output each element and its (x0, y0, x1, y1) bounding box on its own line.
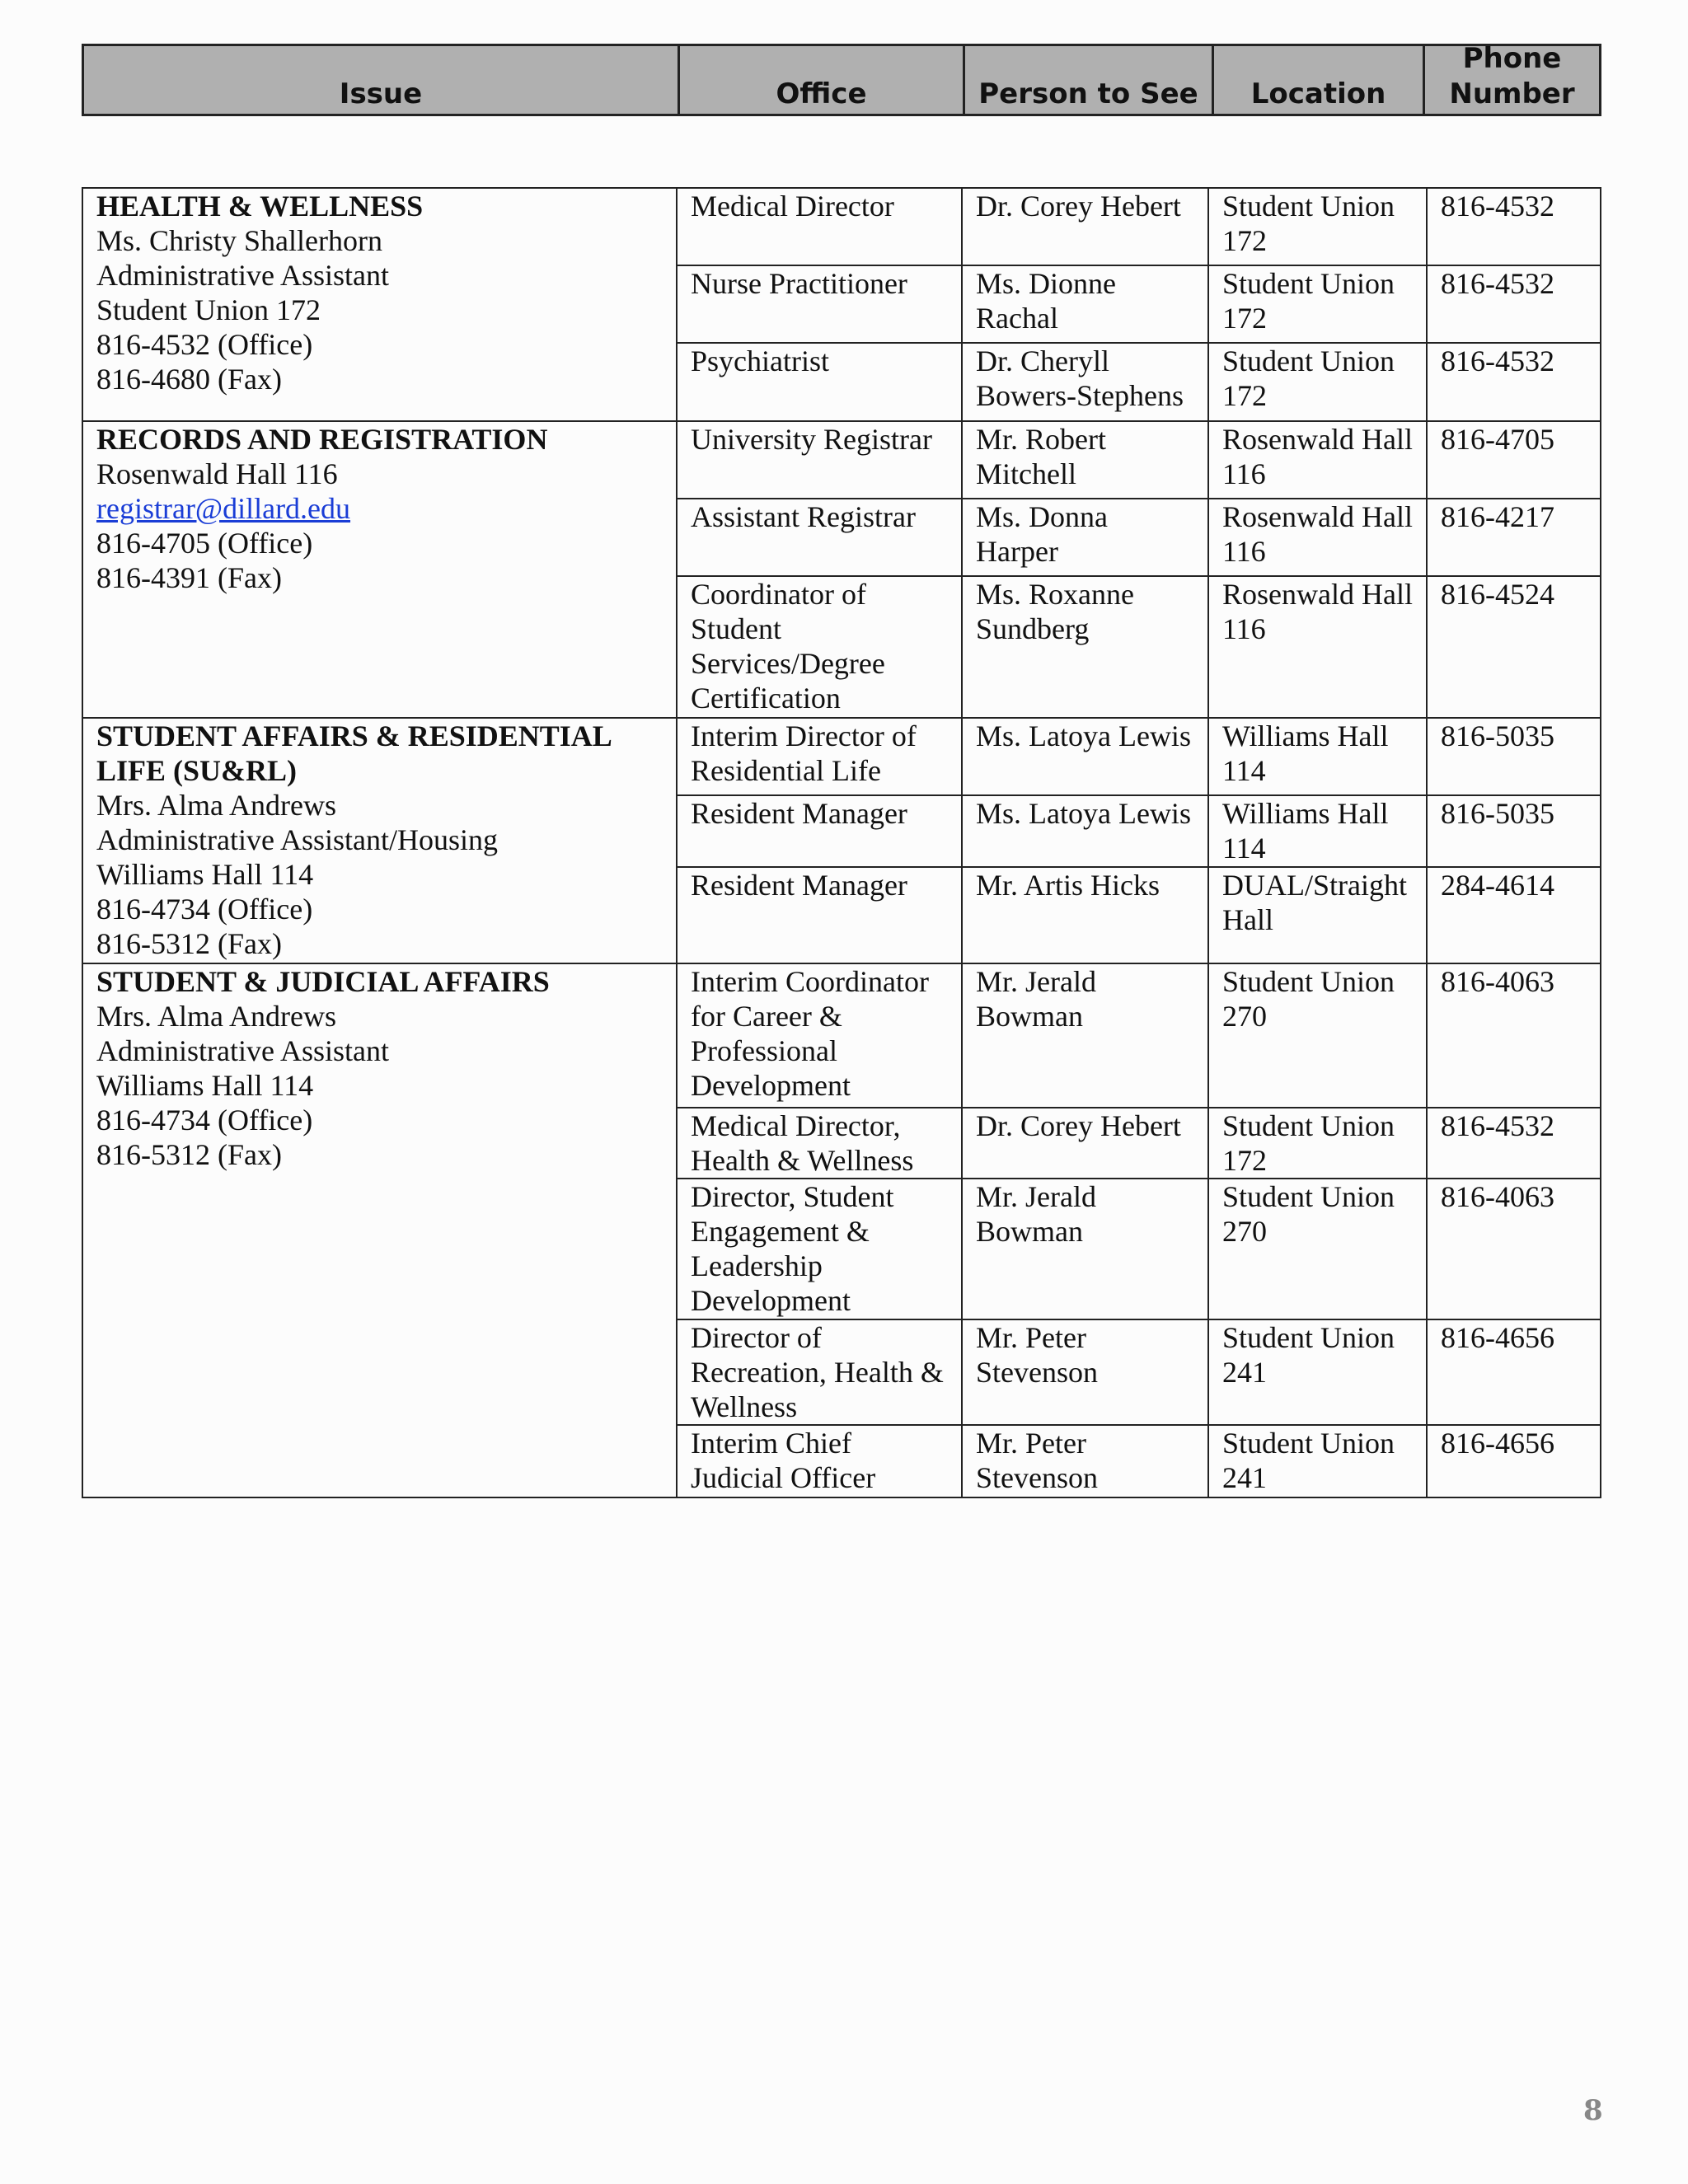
issue-line: 816-4734 (Office) (96, 893, 313, 926)
location-cell: Student Union 172 (1209, 344, 1428, 420)
office-cell: Nurse Practitioner (678, 266, 963, 342)
issue-line: Williams Hall 114 (96, 1069, 314, 1102)
section-title: STUDENT & JUDICIAL AFFAIRS (96, 965, 550, 998)
issue-line: Ms. Christy Shallerhorn (96, 224, 382, 257)
office-cell: Interim Chief Judicial Officer (678, 1426, 963, 1497)
location-cell: Rosenwald Hall 116 (1209, 422, 1428, 498)
issue-line: Administrative Assistant (96, 259, 389, 292)
section-title: STUDENT AFFAIRS & RESIDENTIAL LIFE (SU&RL) (96, 719, 611, 787)
location-cell: Student Union 270 (1209, 964, 1428, 1107)
issue-cell (83, 719, 678, 963)
issue-line: Rosenwald Hall 116 (96, 457, 338, 490)
table-row (678, 868, 1600, 963)
location-cell: Student Union 241 (1209, 1320, 1428, 1424)
person-cell: Mr. Peter Stevenson (963, 1320, 1209, 1424)
table-row (678, 499, 1600, 577)
header-phone-line1: Phone (1462, 42, 1562, 75)
section-records-registration (83, 422, 1600, 719)
office-cell: Director of Recreation, Health & Wellness (678, 1320, 963, 1424)
issue-cell (83, 422, 678, 717)
header-location: Location (1214, 46, 1425, 114)
section-title: RECORDS AND REGISTRATION (96, 423, 548, 456)
person-cell: Dr. Corey Hebert (963, 1108, 1209, 1178)
phone-cell: 816-4656 (1441, 1427, 1554, 1460)
phone-cell: 816-5035 (1441, 797, 1554, 830)
person-cell: Mr. Artis Hicks (963, 868, 1209, 963)
issue-line: 816-4705 (Office) (96, 527, 313, 560)
office-cell: Director, Student Engagement & Leadership Development (678, 1179, 963, 1319)
office-cell: Interim Director of Residential Life (678, 719, 963, 794)
location-cell: Williams Hall 114 (1209, 796, 1428, 866)
issue-line: Williams Hall 114 (96, 858, 314, 891)
phone-cell: 816-4063 (1441, 965, 1554, 998)
issue-line: Administrative Assistant/Housing (96, 823, 499, 856)
directory-table (82, 187, 1601, 1498)
location-cell: Rosenwald Hall 116 (1209, 577, 1428, 717)
table-row (678, 719, 1600, 796)
office-cell: Psychiatrist (678, 344, 963, 420)
location-cell: Student Union 172 (1209, 1108, 1428, 1178)
office-cell: Resident Manager (678, 868, 963, 963)
issue-cell (83, 189, 678, 420)
person-cell: Mr. Jerald Bowman (963, 964, 1209, 1107)
table-row (678, 964, 1600, 1108)
issue-line: 816-4734 (Office) (96, 1104, 313, 1137)
person-cell: Dr. Corey Hebert (963, 189, 1209, 265)
table-row (678, 1179, 1600, 1320)
location-cell: Student Union 172 (1209, 266, 1428, 342)
phone-cell: 816-4656 (1441, 1321, 1554, 1354)
person-cell: Dr. Cheryll Bowers-Stephens (963, 344, 1209, 420)
office-cell: Medical Director, Health & Wellness (678, 1108, 963, 1178)
office-cell: University Registrar (678, 422, 963, 498)
header-phone-line2: Number (1449, 77, 1575, 110)
phone-cell: 816-4217 (1441, 500, 1554, 533)
location-cell: DUAL/Straight Hall (1209, 868, 1428, 963)
location-cell: Student Union 241 (1209, 1426, 1428, 1497)
table-row (678, 1426, 1600, 1497)
table-row (678, 796, 1600, 868)
issue-line: 816-5312 (Fax) (96, 1138, 282, 1171)
phone-cell: 816-4524 (1441, 578, 1554, 611)
header-office: Office (680, 46, 965, 114)
person-cell: Ms. Latoya Lewis (963, 719, 1209, 794)
section-student-affairs-residential (83, 719, 1600, 964)
header-issue: Issue (84, 46, 680, 114)
phone-cell: 816-4532 (1441, 1109, 1554, 1142)
table-row (678, 422, 1600, 499)
table-row (678, 577, 1600, 717)
person-cell: Mr. Peter Stevenson (963, 1426, 1209, 1497)
issue-line: Student Union 172 (96, 293, 321, 326)
section-title: HEALTH & WELLNESS (96, 190, 424, 223)
issue-line: Administrative Assistant (96, 1034, 389, 1067)
person-cell: Ms. Latoya Lewis (963, 796, 1209, 866)
table-row (678, 266, 1600, 344)
person-cell: Ms. Roxanne Sundberg (963, 577, 1209, 717)
location-cell: Student Union 172 (1209, 189, 1428, 265)
section-student-judicial-affairs (83, 964, 1600, 1497)
phone-cell: 816-4705 (1441, 423, 1554, 456)
issue-cell (83, 964, 678, 1497)
person-cell: Ms. Dionne Rachal (963, 266, 1209, 342)
phone-cell: 816-5035 (1441, 719, 1554, 752)
phone-cell: 284-4614 (1441, 869, 1554, 902)
office-cell: Interim Coordinator for Career & Professional Development (678, 964, 963, 1107)
table-row (678, 1320, 1600, 1426)
phone-cell: 816-4532 (1441, 344, 1554, 377)
person-cell: Mr. Robert Mitchell (963, 422, 1209, 498)
header-person: Person to See (965, 46, 1214, 114)
issue-line: Mrs. Alma Andrews (96, 789, 336, 822)
phone-cell: 816-4063 (1441, 1180, 1554, 1213)
phone-cell: 816-4532 (1441, 190, 1554, 223)
person-cell: Mr. Jerald Bowman (963, 1179, 1209, 1319)
issue-line: 816-5312 (Fax) (96, 927, 282, 960)
office-cell: Assistant Registrar (678, 499, 963, 575)
table-row (678, 344, 1600, 420)
header-phone (1425, 42, 1599, 114)
office-cell: Medical Director (678, 189, 963, 265)
page-number: 8 (1583, 2094, 1603, 2127)
office-cell: Resident Manager (678, 796, 963, 866)
phone-cell: 816-4532 (1441, 267, 1554, 300)
location-cell: Rosenwald Hall 116 (1209, 499, 1428, 575)
registrar-email-link[interactable]: registrar@dillard.edu (96, 492, 351, 525)
table-row (678, 1108, 1600, 1179)
office-cell: Coordinator of Student Services/Degree Certification (678, 577, 963, 717)
issue-line: 816-4680 (Fax) (96, 363, 282, 396)
location-cell: Williams Hall 114 (1209, 719, 1428, 794)
location-cell: Student Union 270 (1209, 1179, 1428, 1319)
person-cell: Ms. Donna Harper (963, 499, 1209, 575)
table-row (678, 189, 1600, 266)
issue-line: 816-4391 (Fax) (96, 561, 282, 594)
issue-line: Mrs. Alma Andrews (96, 1000, 336, 1033)
issue-line: 816-4532 (Office) (96, 328, 313, 361)
section-health-wellness (83, 189, 1600, 422)
table-header (82, 44, 1601, 116)
